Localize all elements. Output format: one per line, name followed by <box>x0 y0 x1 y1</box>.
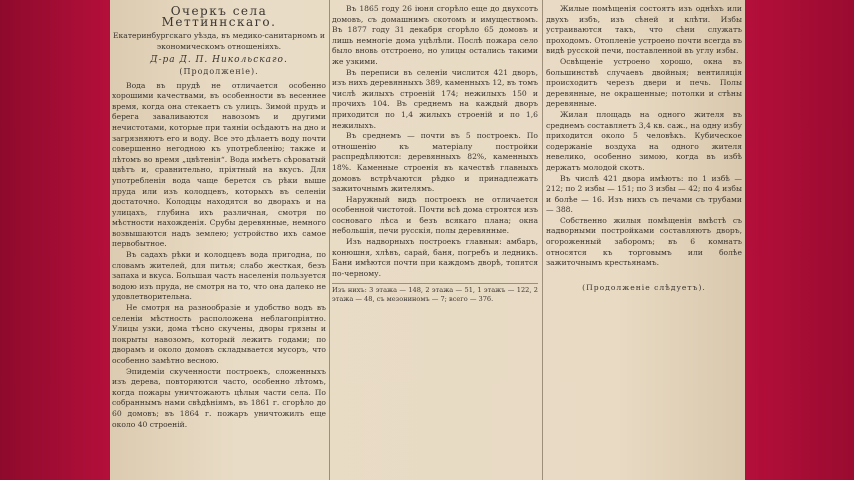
paragraph: Эпидеміи скученности построекъ, сложенныхъ изъ дерева, повторяются часто, особенно лѣтомъ, когда пожары уничтожаютъ цѣлыя части села. По собраннымъ нами свѣдѣніямъ, въ 1861 г. сгорѣло до 60 домовъ; въ 1864 г. пожаръ уничтожилъ еще около 40 строеній. <box>112 366 326 429</box>
newspaper-page <box>110 0 745 480</box>
column-divider <box>329 0 330 480</box>
paragraph: Изъ надворныхъ построекъ главныя: амбаръ, конюшня, хлѣвъ, сарай, баня, погребъ и ледникъ. Бани имѣются почти при каждомъ дворѣ, топятся по-черному. <box>332 237 538 278</box>
paragraph: Освѣщеніе устроено хорошо, окна въ большинствѣ случаевъ двойныя; вентиляція происходитъ черезъ двери и печь. Полы деревянные, не окрашенные; потолки и стѣны деревянные. <box>546 56 742 109</box>
paragraph: Наружный видъ построекъ не отличается особенной чистотой. Почти всѣ дома строятся изъ сосноваго лѣса и безъ всякаго плана; окна небольшія, печи русскія, полы деревянные. <box>332 194 538 236</box>
continuation-note: (Продолженіе). <box>179 66 259 76</box>
paragraph: Жилая площадь на одного жителя въ среднемъ составляетъ 3,4 кв. саж., на одну избу приходится около 5 человѣкъ. Кубическое содержаніе воздуха на одного жителя невелико, особенно зимою, когда въ избѣ держатъ молодой скотъ. <box>546 109 742 172</box>
column-divider <box>542 0 543 480</box>
paragraph: Вода въ прудѣ не отличается особенно хорошими качествами, въ особенности въ весеннее время, когда она стекаетъ съ улицъ. Зимой прудъ и берега заваливаются навозомъ и другими нечистотами, которые при таяніи осѣдаютъ на дно и загрязняютъ его и воду. Все это дѣлаетъ воду почти совершенно негодною къ употребленію; также и лѣтомъ во время „цвѣтенія“. Вода имѣетъ сѣроватый цвѣтъ и, сравнительно, пріятный на вкусъ. Для употребленія вода чаще берется съ рѣки выше пруда или изъ колодцевъ, которыхъ въ селеніи достаточно. Колодцы находятся во дворахъ и на улицахъ, глубина ихъ различная, смотря по мѣстности нахожденія. Срубы деревянные, немного возвышаются надъ землею; устройство ихъ самое первобытное. <box>112 80 326 249</box>
paragraph: Въ переписи въ селеніи числится 421 дворъ, изъ нихъ деревянныхъ 389, каменныхъ 12, въ томъ числѣ жилыхъ строеній 174; нежилыхъ 150 и прочихъ 104. Въ среднемъ на каждый дворъ приходится по 1,4 жилыхъ строеній и по 1,6 нежилыхъ. <box>332 67 538 130</box>
paragraph: Не смотря на разнообразіе и удобство водъ въ селеніи мѣстность расположена неблагопріятно. Улицы узки, дома тѣсно скучены, дворы грязны и покрыты навозомъ, который лежитъ годами; по дворамъ и около домовъ складывается мусоръ, что особенно замѣтно весною. <box>112 303 326 365</box>
footnote: Изъ нихъ: 3 этажа — 148, 2 этажа — 51, 1 этажъ — 122, 2 этажа — 48, съ мезониномъ — 7; всего — 376. <box>332 283 538 304</box>
article-subtitle: Екатеринбургскаго уѣзда, въ медико-санитарномъ и экономическомъ отношеніяхъ. <box>113 31 325 51</box>
column-1 <box>112 4 326 480</box>
paragraph: Въ садахъ рѣки и колодцевъ вода пригодна, по словамъ жителей, для питья; слабо жесткая, безъ запаха и вкуса. Большая часть населенія пользуется водою изъ пруда, не смотря на то, что она далеко не удовлетворительна. <box>112 250 326 302</box>
column-2 <box>332 4 538 480</box>
paragraph: Жилые помѣщенія состоятъ изъ однѣхъ или двухъ избъ, изъ сѣней и клѣти. Избы устраиваются такъ, что сѣни служатъ проходомъ. Отопленіе устроено почти всегда въ видѣ русской печи, поставленной въ углу избы. <box>546 4 742 56</box>
paragraph: Въ среднемъ — почти въ 5 построекъ. По отношенію къ матеріалу постройки распредѣляются: деревянныхъ 82%, каменныхъ 18%. Каменные строенія въ качествѣ главныхъ домовъ встрѣчаются рѣдко и принадлежатъ зажиточнымъ жителямъ. <box>332 131 538 194</box>
background-right <box>745 0 854 480</box>
background-left <box>0 0 110 480</box>
article-author: Д-ра Д. П. Никольскаго. <box>150 55 288 66</box>
to-be-continued-note: (Продолженіе слѣдуетъ). <box>582 282 706 292</box>
paragraph: Въ числѣ 421 двора имѣютъ: по 1 избѣ — 212; по 2 избы — 151; по 3 избы — 42; по 4 избы и болѣе — 16. Изъ нихъ съ печами съ трубами — 388. <box>546 173 742 215</box>
column-3 <box>546 4 742 480</box>
paragraph: Собственно жилыя помѣщенія вмѣстѣ съ надворными постройками составляютъ дворъ, огороженный заборомъ; въ 6 комнатъ относятся къ торговымъ или болѣе зажиточнымъ крестьянамъ. <box>546 215 742 268</box>
article-title: Очеркъ села Меттиннскаго. <box>161 4 277 29</box>
paragraph: Въ 1865 году 26 іюня сгорѣло еще до двухсотъ домовъ, съ домашнимъ скотомъ и имуществомъ. Въ 1877 году 31 декабря сгорѣло 65 домовъ и лишь немногіе дома уцѣлѣли. Послѣ пожара село было вновь отстроено, но улицы остались такими же узкими. <box>332 4 538 66</box>
